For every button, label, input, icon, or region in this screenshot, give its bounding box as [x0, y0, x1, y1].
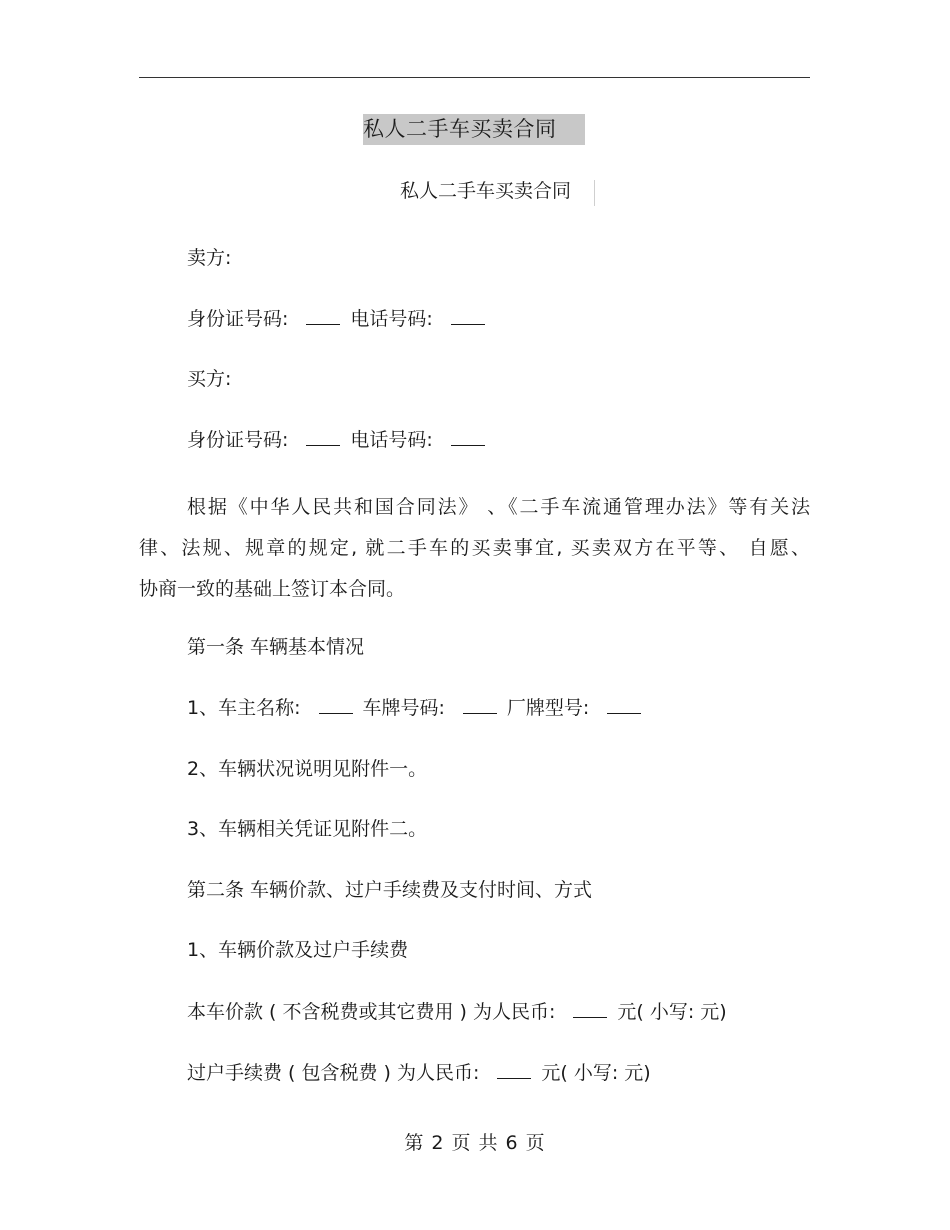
article-2-item-1: 1、车辆价款及过户手续费: [187, 939, 409, 961]
seller-id-line: [187, 306, 495, 333]
vehicle-price-blank: [573, 999, 607, 1018]
buyer-phone-label: 电话号码:: [350, 429, 433, 451]
intro-paragraph: [139, 487, 810, 610]
brand-model-label: 厂牌型号:: [506, 697, 590, 719]
transfer-fee-line: [187, 1060, 651, 1087]
article-1-heading: 第一条 车辆基本情况: [187, 636, 365, 658]
seller-phone-label: 电话号码:: [350, 308, 433, 330]
owner-name-label: 1、车主名称:: [187, 697, 301, 719]
vehicle-price-label: 本车价款 ( 不含税费或其它费用 ) 为人民币:: [187, 1001, 556, 1023]
seller-id-label: 身份证号码:: [187, 308, 289, 330]
article-2-heading: 第二条 车辆价款、过户手续费及支付时间、方式: [187, 879, 593, 901]
transfer-fee-unit: 元( 小写: 元): [541, 1062, 651, 1084]
seller-id-blank: [306, 306, 340, 325]
buyer-id-label: 身份证号码:: [187, 429, 289, 451]
intro-line-2: 律、法规、规章的规定, 就二手车的买卖事宜, 买卖双方在平等、 自愿、: [139, 537, 810, 559]
seller-phone-blank: [451, 306, 485, 325]
plate-number-label: 车牌号码:: [362, 697, 445, 719]
transfer-fee-label: 过户手续费 ( 包含税费 ) 为人民币:: [187, 1062, 480, 1084]
plate-number-blank: [463, 695, 497, 714]
transfer-fee-blank: [497, 1060, 531, 1079]
header-rule: [139, 77, 810, 78]
owner-name-blank: [319, 695, 353, 714]
vehicle-price-unit: 元( 小写: 元): [617, 1001, 727, 1023]
intro-line-1: 根据《中华人民共和国合同法》 、《二手车流通管理办法》等有关法: [187, 496, 810, 518]
buyer-phone-blank: [451, 427, 485, 446]
article-1-item-2: 2、车辆状况说明见附件一。: [187, 758, 428, 780]
document-subtitle: 私人二手车买卖合同: [400, 180, 572, 202]
seller-label: 卖方:: [187, 247, 232, 269]
buyer-id-blank: [306, 427, 340, 446]
page-number: 第 2 页 共 6 页: [404, 1132, 546, 1154]
document-title: 私人二手车买卖合同: [363, 114, 585, 145]
brand-model-blank: [607, 695, 641, 714]
article-1-item-3: 3、车辆相关凭证见附件二。: [187, 818, 428, 840]
vehicle-price-line: [187, 999, 727, 1026]
article-1-item-1: [187, 695, 651, 722]
buyer-id-line: [187, 427, 495, 454]
intro-line-3: 协商一致的基础上签订本合同。: [139, 578, 406, 600]
buyer-label: 买方:: [187, 368, 232, 390]
text-cursor: [594, 180, 595, 206]
